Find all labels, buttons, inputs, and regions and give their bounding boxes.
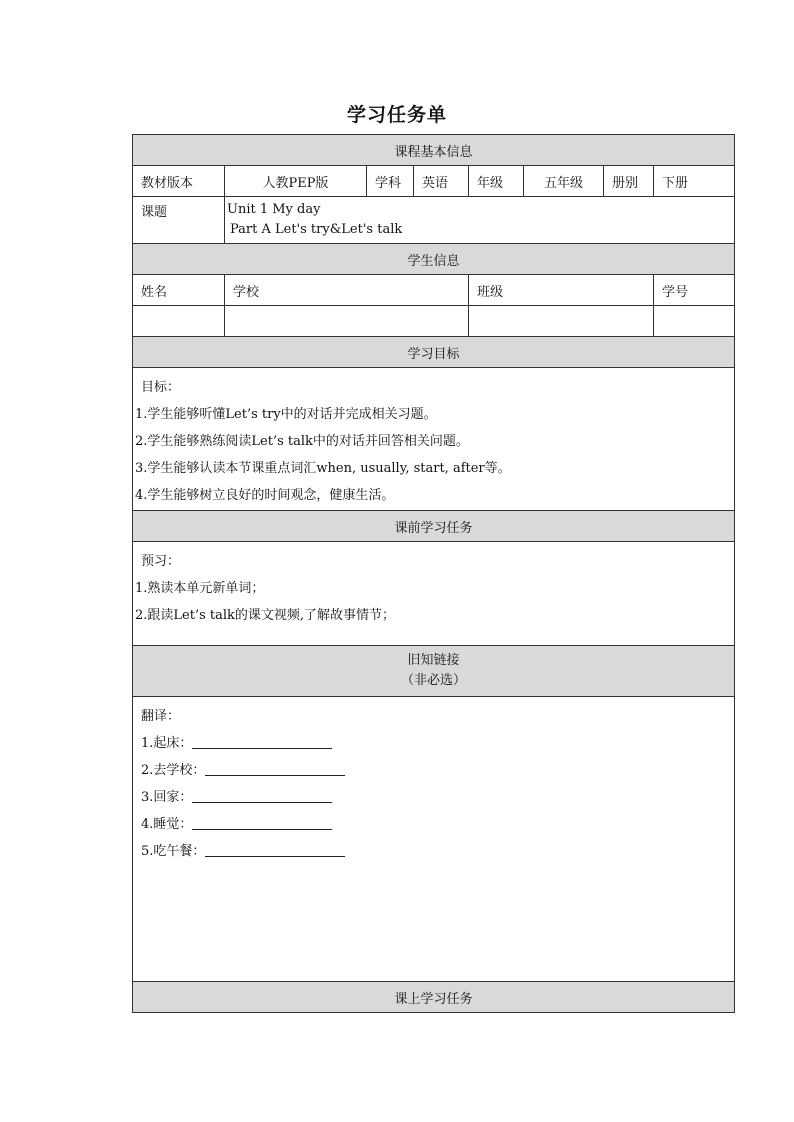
review-header: 旧知链接 bbox=[407, 653, 460, 668]
topic-label: 课题 bbox=[133, 197, 225, 244]
name-field[interactable] bbox=[133, 306, 225, 337]
objectives-header: 学习目标 bbox=[133, 337, 735, 368]
student-info-header: 学生信息 bbox=[133, 244, 735, 275]
review-item-label: 4.睡觉： bbox=[141, 817, 193, 832]
objective-item: 4.学生能够树立良好的时间观念，健康生活。 bbox=[135, 488, 395, 503]
review-item bbox=[135, 838, 734, 865]
student-id-field[interactable] bbox=[654, 306, 735, 337]
review-item bbox=[135, 811, 734, 838]
review-item bbox=[135, 730, 734, 757]
review-subheader: （非必选） bbox=[401, 673, 467, 688]
objective-item: 2.学生能够熟练阅读Let’s talk中的对话并回答相关问题。 bbox=[135, 434, 469, 449]
review-header-cell bbox=[133, 646, 735, 697]
course-info-header: 课程基本信息 bbox=[133, 135, 735, 166]
textbook-value: 人教PEP版 bbox=[225, 166, 367, 197]
grade-value: 五年级 bbox=[524, 166, 604, 197]
school-field[interactable] bbox=[225, 306, 469, 337]
preview-item: 1.熟读本单元新单词； bbox=[135, 581, 265, 596]
in-class-header: 课上学习任务 bbox=[133, 982, 735, 1013]
task-table bbox=[132, 134, 735, 1013]
review-body bbox=[133, 697, 735, 982]
review-item bbox=[135, 757, 734, 784]
volume-label: 册别 bbox=[604, 166, 654, 197]
review-intro: 翻译： bbox=[141, 709, 181, 724]
review-item-label: 5.吃午餐： bbox=[141, 844, 206, 859]
review-item bbox=[135, 784, 734, 811]
topic-line-1: Unit 1 My day bbox=[227, 202, 321, 217]
objective-item: 1.学生能够听懂Let’s try中的对话并完成相关习题。 bbox=[135, 407, 437, 422]
objectives-intro: 目标： bbox=[141, 380, 181, 395]
class-field[interactable] bbox=[469, 306, 654, 337]
preview-header: 课前学习任务 bbox=[133, 511, 735, 542]
answer-blank[interactable] bbox=[192, 815, 332, 830]
objective-item: 3.学生能够认读本节课重点词汇when, usually, start, after等。 bbox=[135, 461, 511, 476]
answer-blank[interactable] bbox=[192, 734, 332, 749]
review-item-label: 3.回家： bbox=[141, 790, 193, 805]
answer-blank[interactable] bbox=[192, 788, 332, 803]
topic-line-2: Part A Let's try&Let's talk bbox=[230, 222, 403, 237]
subject-value: 英语 bbox=[414, 166, 469, 197]
student-id-label: 学号 bbox=[654, 275, 735, 306]
review-item-label: 1.起床： bbox=[141, 736, 193, 751]
grade-label: 年级 bbox=[469, 166, 524, 197]
name-label: 姓名 bbox=[133, 275, 225, 306]
objectives-body bbox=[133, 368, 735, 511]
subject-label: 学科 bbox=[367, 166, 414, 197]
review-item-label: 2.去学校： bbox=[141, 763, 206, 778]
volume-value: 下册 bbox=[654, 166, 735, 197]
answer-blank[interactable] bbox=[205, 761, 345, 776]
preview-body bbox=[133, 542, 735, 646]
answer-blank[interactable] bbox=[205, 842, 345, 857]
school-label: 学校 bbox=[225, 275, 469, 306]
task-sheet bbox=[132, 134, 734, 1013]
class-label: 班级 bbox=[469, 275, 654, 306]
preview-item: 2.跟读Let’s talk的课文视频,了解故事情节； bbox=[135, 608, 396, 623]
topic-value bbox=[225, 197, 735, 244]
textbook-label: 教材版本 bbox=[133, 166, 225, 197]
page-title: 学习任务单 bbox=[346, 104, 447, 126]
preview-intro: 预习： bbox=[141, 554, 181, 569]
